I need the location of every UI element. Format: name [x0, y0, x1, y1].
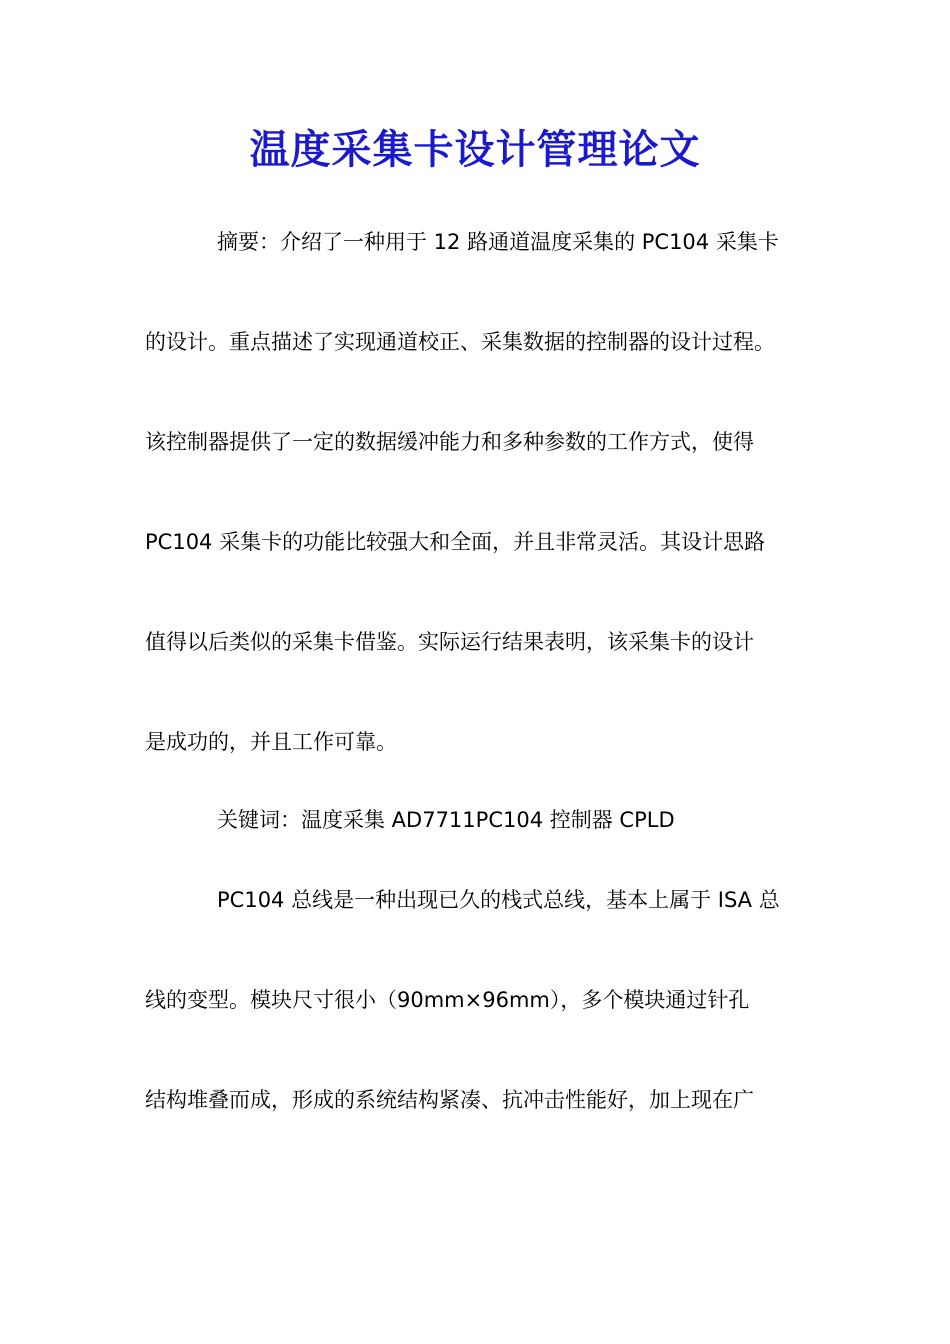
abstract-line-5: 值得以后类似的采集卡借鉴。实际运行结果表明，该采集卡的设计 [145, 630, 754, 654]
body-line-1: PC104 总线是一种出现已久的栈式总线，基本上属于 ISA 总 [217, 888, 780, 912]
abstract-line-2: 的设计。重点描述了实现通道校正、采集数据的控制器的设计过程。 [145, 330, 775, 354]
body-line-3: 结构堆叠而成，形成的系统结构紧凑、抗冲击性能好，加上现在广 [145, 1088, 754, 1112]
abstract-line-6: 是成功的，并且工作可靠。 [145, 730, 397, 754]
abstract-line-1: 摘要：介绍了一种用于 12 路通道温度采集的 PC104 采集卡 [217, 230, 779, 254]
body-line-2: 线的变型。模块尺寸很小（90mm×96mm），多个模块通过针孔 [145, 988, 750, 1012]
abstract-line-3: 该控制器提供了一定的数据缓冲能力和多种参数的工作方式，使得 [145, 430, 754, 454]
abstract-line-4: PC104 采集卡的功能比较强大和全面，并且非常灵活。其设计思路 [145, 530, 766, 554]
document-title: 温度采集卡设计管理论文 [249, 126, 701, 173]
keywords-line: 关键词：温度采集 AD7711PC104 控制器 CPLD [217, 808, 675, 832]
